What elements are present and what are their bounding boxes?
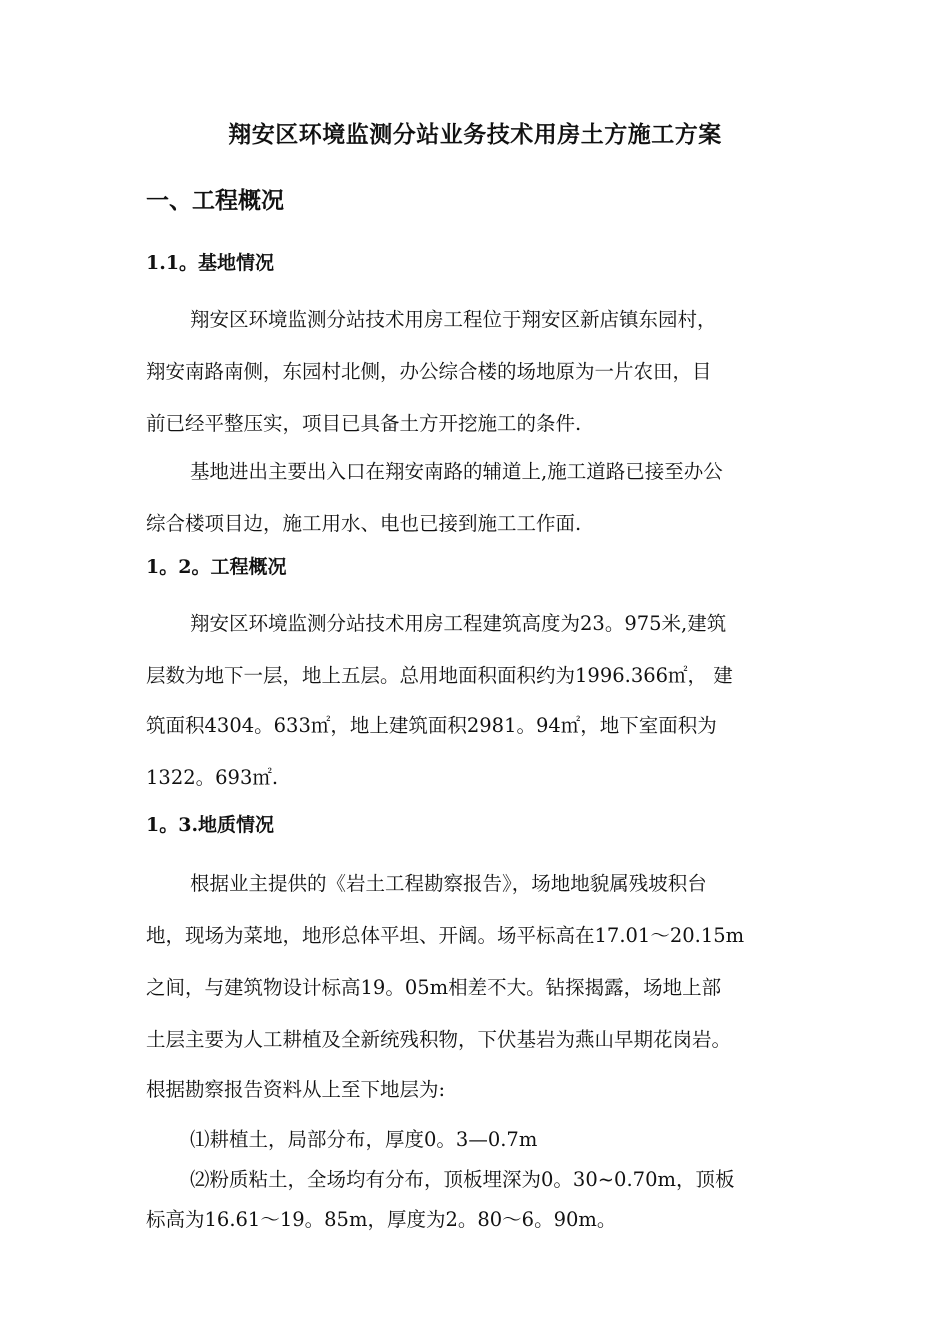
- paragraph-line: 翔安南路南侧，东园村北侧，办公综合楼的场地原为一片农田，目: [146, 360, 712, 383]
- document-title: 翔安区环境监测分站业务技术用房土方施工方案: [228, 121, 722, 148]
- subsection-heading-project: 1。2。工程概况: [146, 556, 287, 578]
- paragraph-line: 标高为16.61～19。85m，厚度为2。80～6。90m。: [146, 1208, 617, 1231]
- paragraph-line: 之间，与建筑物设计标高19。05m相差不大。钻探揭露，场地上部: [146, 976, 722, 999]
- paragraph-line: 综合楼项目边，施工用水、电也已接到施工工作面.: [146, 512, 582, 535]
- list-item: ⑴耕植土，局部分布，厚度0。3—0.7m: [190, 1128, 538, 1151]
- section-heading-overview: 一、工程概况: [146, 187, 284, 214]
- paragraph-line: 前已经平整压实，项目已具备土方开挖施工的条件.: [146, 412, 582, 435]
- paragraph-line: 根据业主提供的《岩土工程勘察报告》，场地地貌属残坡积台: [190, 872, 707, 895]
- paragraph-line: 筑面积4304。633㎡，地上建筑面积2981。94㎡，地下室面积为: [146, 714, 717, 737]
- paragraph-line: 土层主要为人工耕植及全新统残积物，下伏基岩为燕山早期花岗岩。: [146, 1028, 732, 1051]
- paragraph-line: 基地进出主要出入口在翔安南路的辅道上,施工道路已接至办公: [190, 460, 723, 483]
- paragraph-line: 地，现场为菜地，地形总体平坦、开阔。场平标高在17.01～20.15m: [146, 924, 745, 947]
- subsection-heading-geology: 1。3.地质情况: [146, 814, 275, 836]
- paragraph-line: 根据勘察报告资料从上至下地层为:: [146, 1078, 446, 1101]
- paragraph-line: 1322。693㎡.: [146, 766, 279, 789]
- paragraph-line: 翔安区环境监测分站技术用房工程位于翔安区新店镇东园村，: [190, 308, 717, 331]
- paragraph-line: 翔安区环境监测分站技术用房工程建筑高度为23。975米,建筑: [190, 612, 727, 635]
- list-item: ⑵粉质粘土，全场均有分布，顶板埋深为0。30~0.70m，顶板: [190, 1168, 735, 1191]
- paragraph-line: 层数为地下一层，地上五层。总用地面积面积约为1996.366㎡， 建: [146, 664, 733, 687]
- subsection-heading-site: 1.1。基地情况: [146, 252, 275, 274]
